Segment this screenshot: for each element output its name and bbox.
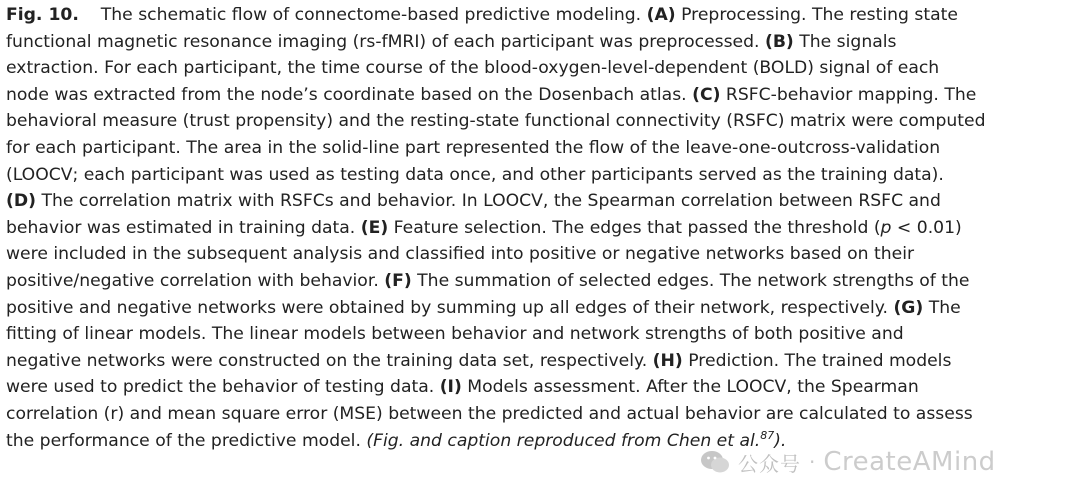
caption-text: Models assessment. After the LOOCV, the Spearman <box>467 377 919 398</box>
citation-text: (Fig. and caption reproduced from Chen et al. <box>366 430 761 451</box>
panel-label-e: (E) <box>360 217 389 238</box>
p-value-symbol: p <box>880 217 892 238</box>
watermark-brand: CreateAMind <box>823 447 996 477</box>
caption-text: positive and negative networks were obtained by summing up all edges of their network, respectively. <box>6 297 888 318</box>
panel-label-a: (A) <box>646 5 676 25</box>
caption-text: were included in the subsequent analysis and classified into positive or negative networks based on their <box>6 244 915 265</box>
citation-note <box>366 428 787 451</box>
panel-label-c: (C) <box>692 84 721 105</box>
caption-line <box>6 268 1074 295</box>
caption-line <box>6 401 1074 428</box>
caption-text: The <box>928 297 961 318</box>
caption-line <box>6 162 1074 189</box>
caption-text: negative networks were constructed on the training data set, respectively. <box>6 350 648 371</box>
watermark-separator: · <box>809 450 816 474</box>
caption-text: were used to predict the behavior of testing data. <box>6 377 435 398</box>
caption-text: The signals <box>799 31 897 52</box>
watermark-handle: 公众号 <box>738 451 801 476</box>
caption-line <box>6 188 1074 215</box>
panel-label-i: (I) <box>439 377 462 398</box>
caption-text: behavioral measure (trust propensity) and the resting-state functional connectivity (RSFC) matrix were computed <box>6 111 986 132</box>
caption-text: behavior was estimated in training data. <box>6 217 356 238</box>
caption-text: The correlation matrix with RSFCs and behavior. In LOOCV, the Spearman correlation between RSFC and <box>41 191 941 212</box>
caption-text: The summation of selected edges. The network strengths of the <box>417 270 970 291</box>
figure-label: Fig. 10. <box>6 5 79 25</box>
caption-text: for each participant. The area in the solid-line part represented the flow of the leave-one-outcross-validation <box>6 137 941 158</box>
caption-text: the performance of the predictive model. <box>6 430 361 451</box>
citation-reference-number: 87 <box>760 428 775 442</box>
caption-line <box>6 374 1074 401</box>
caption-text: positive/negative correlation with behavior. <box>6 270 379 291</box>
figure-title: The schematic flow of connectome-based predictive modeling. <box>100 5 642 25</box>
caption-text: Feature selection. The edges that passed the threshold ( <box>393 217 881 238</box>
figure-caption <box>6 2 1074 454</box>
panel-label-b: (B) <box>764 31 794 52</box>
caption-text: node was extracted from the node’s coordinate based on the Dosenbach atlas. <box>6 84 687 105</box>
caption-text: extraction. For each participant, the time course of the blood-oxygen-level-dependent (BOLD) signal of each <box>6 58 940 79</box>
panel-label-h: (H) <box>652 350 683 371</box>
caption-text: < 0.01) <box>891 217 962 238</box>
caption-line <box>6 295 1074 322</box>
caption-text: RSFC-behavior mapping. The <box>725 84 977 105</box>
caption-line <box>6 55 1074 82</box>
panel-label-f: (F) <box>384 270 412 291</box>
caption-line <box>6 135 1074 162</box>
caption-line <box>6 2 1074 29</box>
caption-line <box>6 215 1074 242</box>
caption-text: Prediction. The trained models <box>688 350 952 371</box>
caption-line <box>6 29 1074 56</box>
panel-label-d: (D) <box>6 191 36 212</box>
caption-line <box>6 241 1074 268</box>
caption-line <box>6 428 1074 455</box>
caption-line <box>6 82 1074 109</box>
caption-text: correlation (r) and mean square error (MSE) between the predicted and actual behavior are calculated to assess <box>6 403 973 424</box>
caption-text: Preprocessing. The resting state <box>681 5 958 25</box>
caption-text: functional magnetic resonance imaging (rs-fMRI) of each participant was preprocessed. <box>6 31 760 52</box>
caption-line <box>6 321 1074 348</box>
caption-text: (LOOCV; each participant was used as testing data once, and other participants served as the training data). <box>6 164 944 185</box>
panel-label-g: (G) <box>893 297 924 318</box>
caption-line <box>6 348 1074 375</box>
caption-text: fitting of linear models. The linear models between behavior and network strengths of both positive and <box>6 324 904 345</box>
caption-line <box>6 108 1074 135</box>
citation-text-end: ). <box>774 430 787 451</box>
